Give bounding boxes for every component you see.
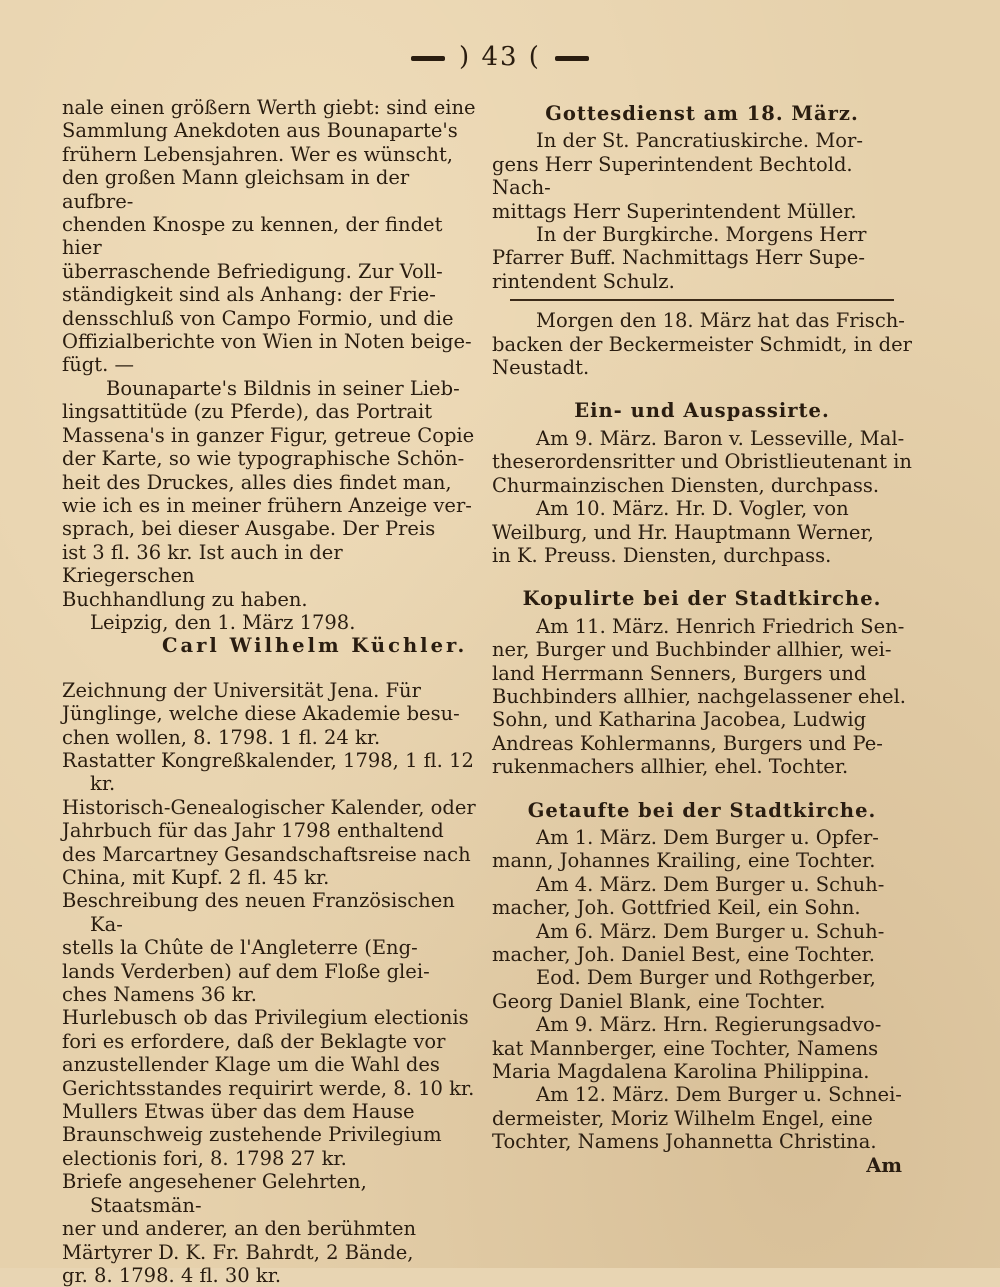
text-line: ist 3 fl. 36 kr. Ist auch in der Kriegerschen xyxy=(62,540,343,588)
text-line: Am 9. März. Baron v. Lesseville, Mal- xyxy=(536,426,905,450)
text-line: densschluß von Campo Formio, und die xyxy=(62,306,454,330)
text-line: in K. Preuss. Diensten, durchpass. xyxy=(492,543,832,567)
travel-heading: Ein- und Auspassirte. xyxy=(574,399,830,423)
text-line: überraschende Befriedigung. Zur Voll- xyxy=(62,259,443,283)
signature: Carl Wilhelm Küchler. xyxy=(162,634,468,658)
text-line: Am 11. März. Henrich Friedrich Sen- xyxy=(536,614,905,638)
text-line: Mullers Etwas über das dem Hause xyxy=(62,1100,415,1124)
text-line: Bounaparte's Bildnis in seiner Lieb- xyxy=(106,376,460,400)
text-line: Maria Magdalena Karolina Philippina. xyxy=(492,1060,870,1084)
text-line: macher, Joh. Daniel Best, eine Tochter. xyxy=(492,943,875,966)
text-line: dermeister, Moriz Wilhelm Engel, eine xyxy=(492,1106,873,1130)
text-line: mann, Johannes Krailing, eine Tochter. xyxy=(492,849,876,873)
text-line: kat Mannberger, eine Tochter, Namens xyxy=(492,1036,879,1060)
text-line: Churmainzischen Diensten, durchpass. xyxy=(492,473,880,497)
text-line: chen wollen, 8. 1798. 1 fl. 24 kr. xyxy=(62,725,381,749)
right-column xyxy=(492,96,912,1177)
section-rule xyxy=(510,299,894,301)
text-line: Weilburg, und Hr. Hauptmann Werner, xyxy=(492,520,874,544)
text-line: backen der Beckermeister Schmidt, in der xyxy=(492,332,912,356)
text-line: gens Herr Superintendent Bechtold. Nach- xyxy=(492,152,853,200)
baptized-paragraph xyxy=(492,826,912,1154)
text-line: Offizialberichte von Wien in Noten beige- xyxy=(62,330,472,354)
text-line: Hurlebusch ob das Privilegium electionis xyxy=(62,1006,469,1030)
text-line: theserordensritter und Obristlieutenant in xyxy=(492,450,912,474)
header-dash-left xyxy=(411,56,445,61)
text-line: Rastatter Kongreßkalender, 1798, 1 fl. 12 kr. xyxy=(62,748,474,796)
text-line: wie ich es in meiner frühern Anzeige ver- xyxy=(62,493,472,517)
page-number: ) 43 ( xyxy=(459,42,541,72)
text-line: Sohn, und Katharina Jacobea, Ludwig xyxy=(492,708,867,732)
text-line: mittags Herr Superintendent Müller. xyxy=(492,199,857,223)
text-line: macher, Joh. Gottfried Keil, ein Sohn. xyxy=(492,896,861,920)
text-line: Buchbinders allhier, nachgelassener ehel. xyxy=(492,684,907,708)
text-line: der Karte, so wie typographische Schön- xyxy=(62,447,465,471)
text-line: den großen Mann gleichsam in der aufbre- xyxy=(62,166,410,213)
service-heading: Gottesdienst am 18. März. xyxy=(545,102,859,125)
text-line: Am 10. März. Hr. D. Vogler, von xyxy=(536,497,849,521)
text-line: Massena's in ganzer Figur, getreue Copie xyxy=(62,423,475,447)
text-line: Am 1. März. Dem Burger u. Opfer- xyxy=(536,825,879,849)
text-line: Sammlung Anekdoten aus Bounaparte's xyxy=(62,119,458,143)
book-entry xyxy=(62,1170,480,1287)
spacer xyxy=(492,379,912,393)
text-line: frühern Lebensjahren. Wer es wünscht, xyxy=(62,142,453,166)
text-line: ner und anderer, an den berühmten xyxy=(62,1217,417,1241)
text-line: rukenmachers allhier, ehel. Tochter. xyxy=(492,755,849,779)
header-dash-right xyxy=(555,56,589,61)
spacer xyxy=(62,672,480,679)
text-line: ner, Burger und Buchbinder allhier, wei- xyxy=(492,638,892,662)
spacer xyxy=(62,658,480,672)
portrait-paragraph xyxy=(62,377,480,611)
book-entry xyxy=(62,889,480,1006)
text-line: lingsattitüde (zu Pferde), das Portrait xyxy=(62,400,433,424)
text-line: electionis fori, 8. 1798 27 kr. xyxy=(62,1146,347,1170)
text-line: China, mit Kupf. 2 fl. 45 kr. xyxy=(62,866,330,889)
text-line: Am 6. März. Dem Burger u. Schuh- xyxy=(536,919,885,943)
text-line: anzustellender Klage um die Wahl des xyxy=(62,1053,440,1077)
text-line: Morgen den 18. März hat das Frisch- xyxy=(536,309,905,333)
text-line: chenden Knospe zu kennen, der findet hier xyxy=(62,213,443,260)
text-line: Beschreibung des neuen Französischen Ka- xyxy=(62,889,455,936)
text-line: fügt. — xyxy=(62,353,134,377)
spacer xyxy=(492,567,912,581)
text-line: Zeichnung der Universität Jena. Für xyxy=(62,678,421,702)
text-line: Gerichtsstandes requirirt werde, 8. 10 kr. xyxy=(62,1076,475,1100)
place-date: Leipzig, den 1. März 1798. xyxy=(90,610,356,634)
text-line: Am 9. März. Hrn. Regierungsadvo- xyxy=(536,1013,882,1037)
text-line: land Herrmann Senners, Burgers und xyxy=(492,661,867,685)
text-line: Tochter, Namens Johannetta Christina. xyxy=(492,1130,877,1154)
bread-paragraph xyxy=(492,309,912,379)
page-header xyxy=(0,42,1000,72)
book-entry xyxy=(62,679,480,749)
text-line: ständigkeit sind als Anhang: der Frie- xyxy=(62,283,436,307)
married-heading: Kopulirte bei der Stadtkirche. xyxy=(522,587,882,611)
intro-paragraph xyxy=(62,96,480,377)
text-line: Eod. Dem Burger und Rothgerber, xyxy=(536,966,876,990)
text-line: des Marcartney Gesandschaftsreise nach xyxy=(62,842,471,866)
text-line: heit des Druckes, alles dies findet man, xyxy=(62,470,452,494)
left-column xyxy=(62,96,480,1287)
text-line: Märtyrer D. K. Fr. Bahrdt, 2 Bände, xyxy=(62,1240,414,1264)
text-line: Neustadt. xyxy=(492,356,590,380)
text-line: In der St. Pancratiuskirche. Mor- xyxy=(536,129,863,153)
book-entry xyxy=(62,1100,480,1170)
text-line: gr. 8. 1798. 4 fl. 30 kr. xyxy=(62,1263,282,1287)
spacer xyxy=(492,779,912,793)
book-entry xyxy=(62,796,480,890)
text-line: nale einen größern Werth giebt: sind eine xyxy=(62,96,476,119)
text-line: Braunschweig zustehende Privilegium xyxy=(62,1123,442,1147)
service-paragraph xyxy=(492,129,912,293)
text-line: Georg Daniel Blank, eine Tochter. xyxy=(492,989,826,1013)
married-paragraph xyxy=(492,615,912,779)
text-line: lands Verderben) auf dem Floße glei- xyxy=(62,959,430,983)
text-line: ches Namens 36 kr. xyxy=(62,983,257,1007)
text-line: rintendent Schulz. xyxy=(492,269,675,293)
text-line: In der Burgkirche. Morgens Herr xyxy=(536,223,867,247)
baptized-heading: Getaufte bei der Stadtkirche. xyxy=(527,798,877,822)
text-line: sprach, bei dieser Ausgabe. Der Preis xyxy=(62,517,436,541)
text-line: Jahrbuch für das Jahr 1798 enthaltend xyxy=(62,819,444,843)
text-line: Andreas Kohlermanns, Burgers und Pe- xyxy=(492,731,883,755)
text-line: Am 4. März. Dem Burger u. Schuh- xyxy=(536,872,885,896)
text-line: Historisch-Genealogischer Kalender, oder xyxy=(62,795,476,819)
text-line: Buchhandlung zu haben. xyxy=(62,587,308,611)
text-line: stells la Chûte de l'Angleterre (Eng- xyxy=(62,936,418,960)
text-line: Pfarrer Buff. Nachmittags Herr Supe- xyxy=(492,246,865,270)
text-line: Am 12. März. Dem Burger u. Schnei- xyxy=(536,1083,902,1107)
book-entry xyxy=(62,749,480,796)
text-line: fori es erfordere, daß der Beklagte vor xyxy=(62,1029,446,1053)
text-line: Jünglinge, welche diese Akademie besu- xyxy=(62,702,460,726)
book-entry xyxy=(62,1006,480,1100)
travel-paragraph xyxy=(492,427,912,567)
text-line: Briefe angesehener Gelehrten, Staatsmän- xyxy=(62,1170,367,1217)
catchword: Am xyxy=(866,1153,902,1177)
